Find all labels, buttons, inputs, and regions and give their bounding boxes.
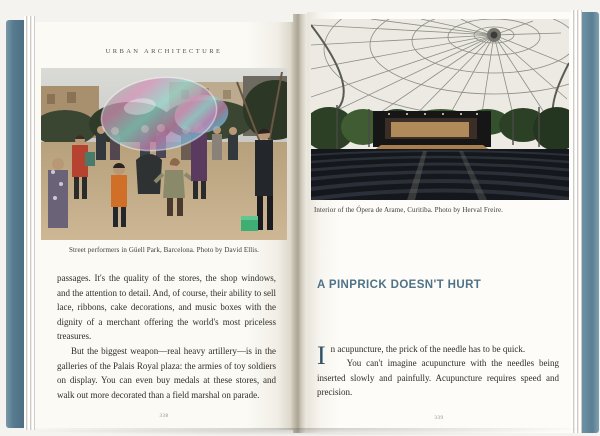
book-cover-edge-right: [582, 12, 599, 433]
photo-caption-left: Street performers in Güell Park, Barcelona. Photo by David Ellis.: [68, 246, 259, 254]
photo-caption-right: Interior of the Ópera de Arame, Curitiba. Photo by Herval Freire.: [314, 206, 504, 214]
opera-house-photo: [311, 19, 569, 200]
audience-seats: [311, 149, 569, 200]
body-text-right: [317, 342, 559, 400]
right-page: [307, 12, 571, 433]
page-number-right: 339: [434, 416, 444, 421]
book-shadow: [6, 428, 598, 436]
paragraph: But the biggest weapon—real heavy artillery—is in the galleries of the Palais Royal plaza: the armies of toy soldiers on display. You can even buy medals at these stores, and walk out more decorated than a field marshal on parade.: [57, 345, 276, 400]
sentence: n acupuncture, the prick of the needle has to be quick.: [330, 344, 526, 354]
section-heading: A PINPRICK DOESN'T HURT: [317, 279, 482, 291]
drop-cap: I: [317, 341, 326, 370]
sentence: You can't imagine acupuncture with the needles being inserted slowly and painfully. Acupuncture requires speed and precision.: [317, 358, 559, 398]
stage: [373, 111, 491, 151]
body-text-left: [57, 271, 276, 402]
left-page: [35, 22, 293, 430]
running-header: URBAN ARCHITECTURE: [105, 48, 223, 55]
page-stack-right: [571, 10, 582, 433]
page-stack-left: [24, 16, 35, 430]
paragraph: passages. It's the quality of the stores, the shop windows, and the attention to detail. And, of course, their ability to sell lace, ribbons, cake decorations, and music boxes with the dignity of a merchant offering the world's most priceless treasures.: [57, 273, 276, 342]
street-performers-photo: [41, 68, 287, 240]
book-cover-edge-left: [6, 20, 24, 428]
book-gutter: [293, 14, 307, 433]
open-book: [4, 8, 598, 433]
page-number-left: 338: [159, 414, 169, 419]
